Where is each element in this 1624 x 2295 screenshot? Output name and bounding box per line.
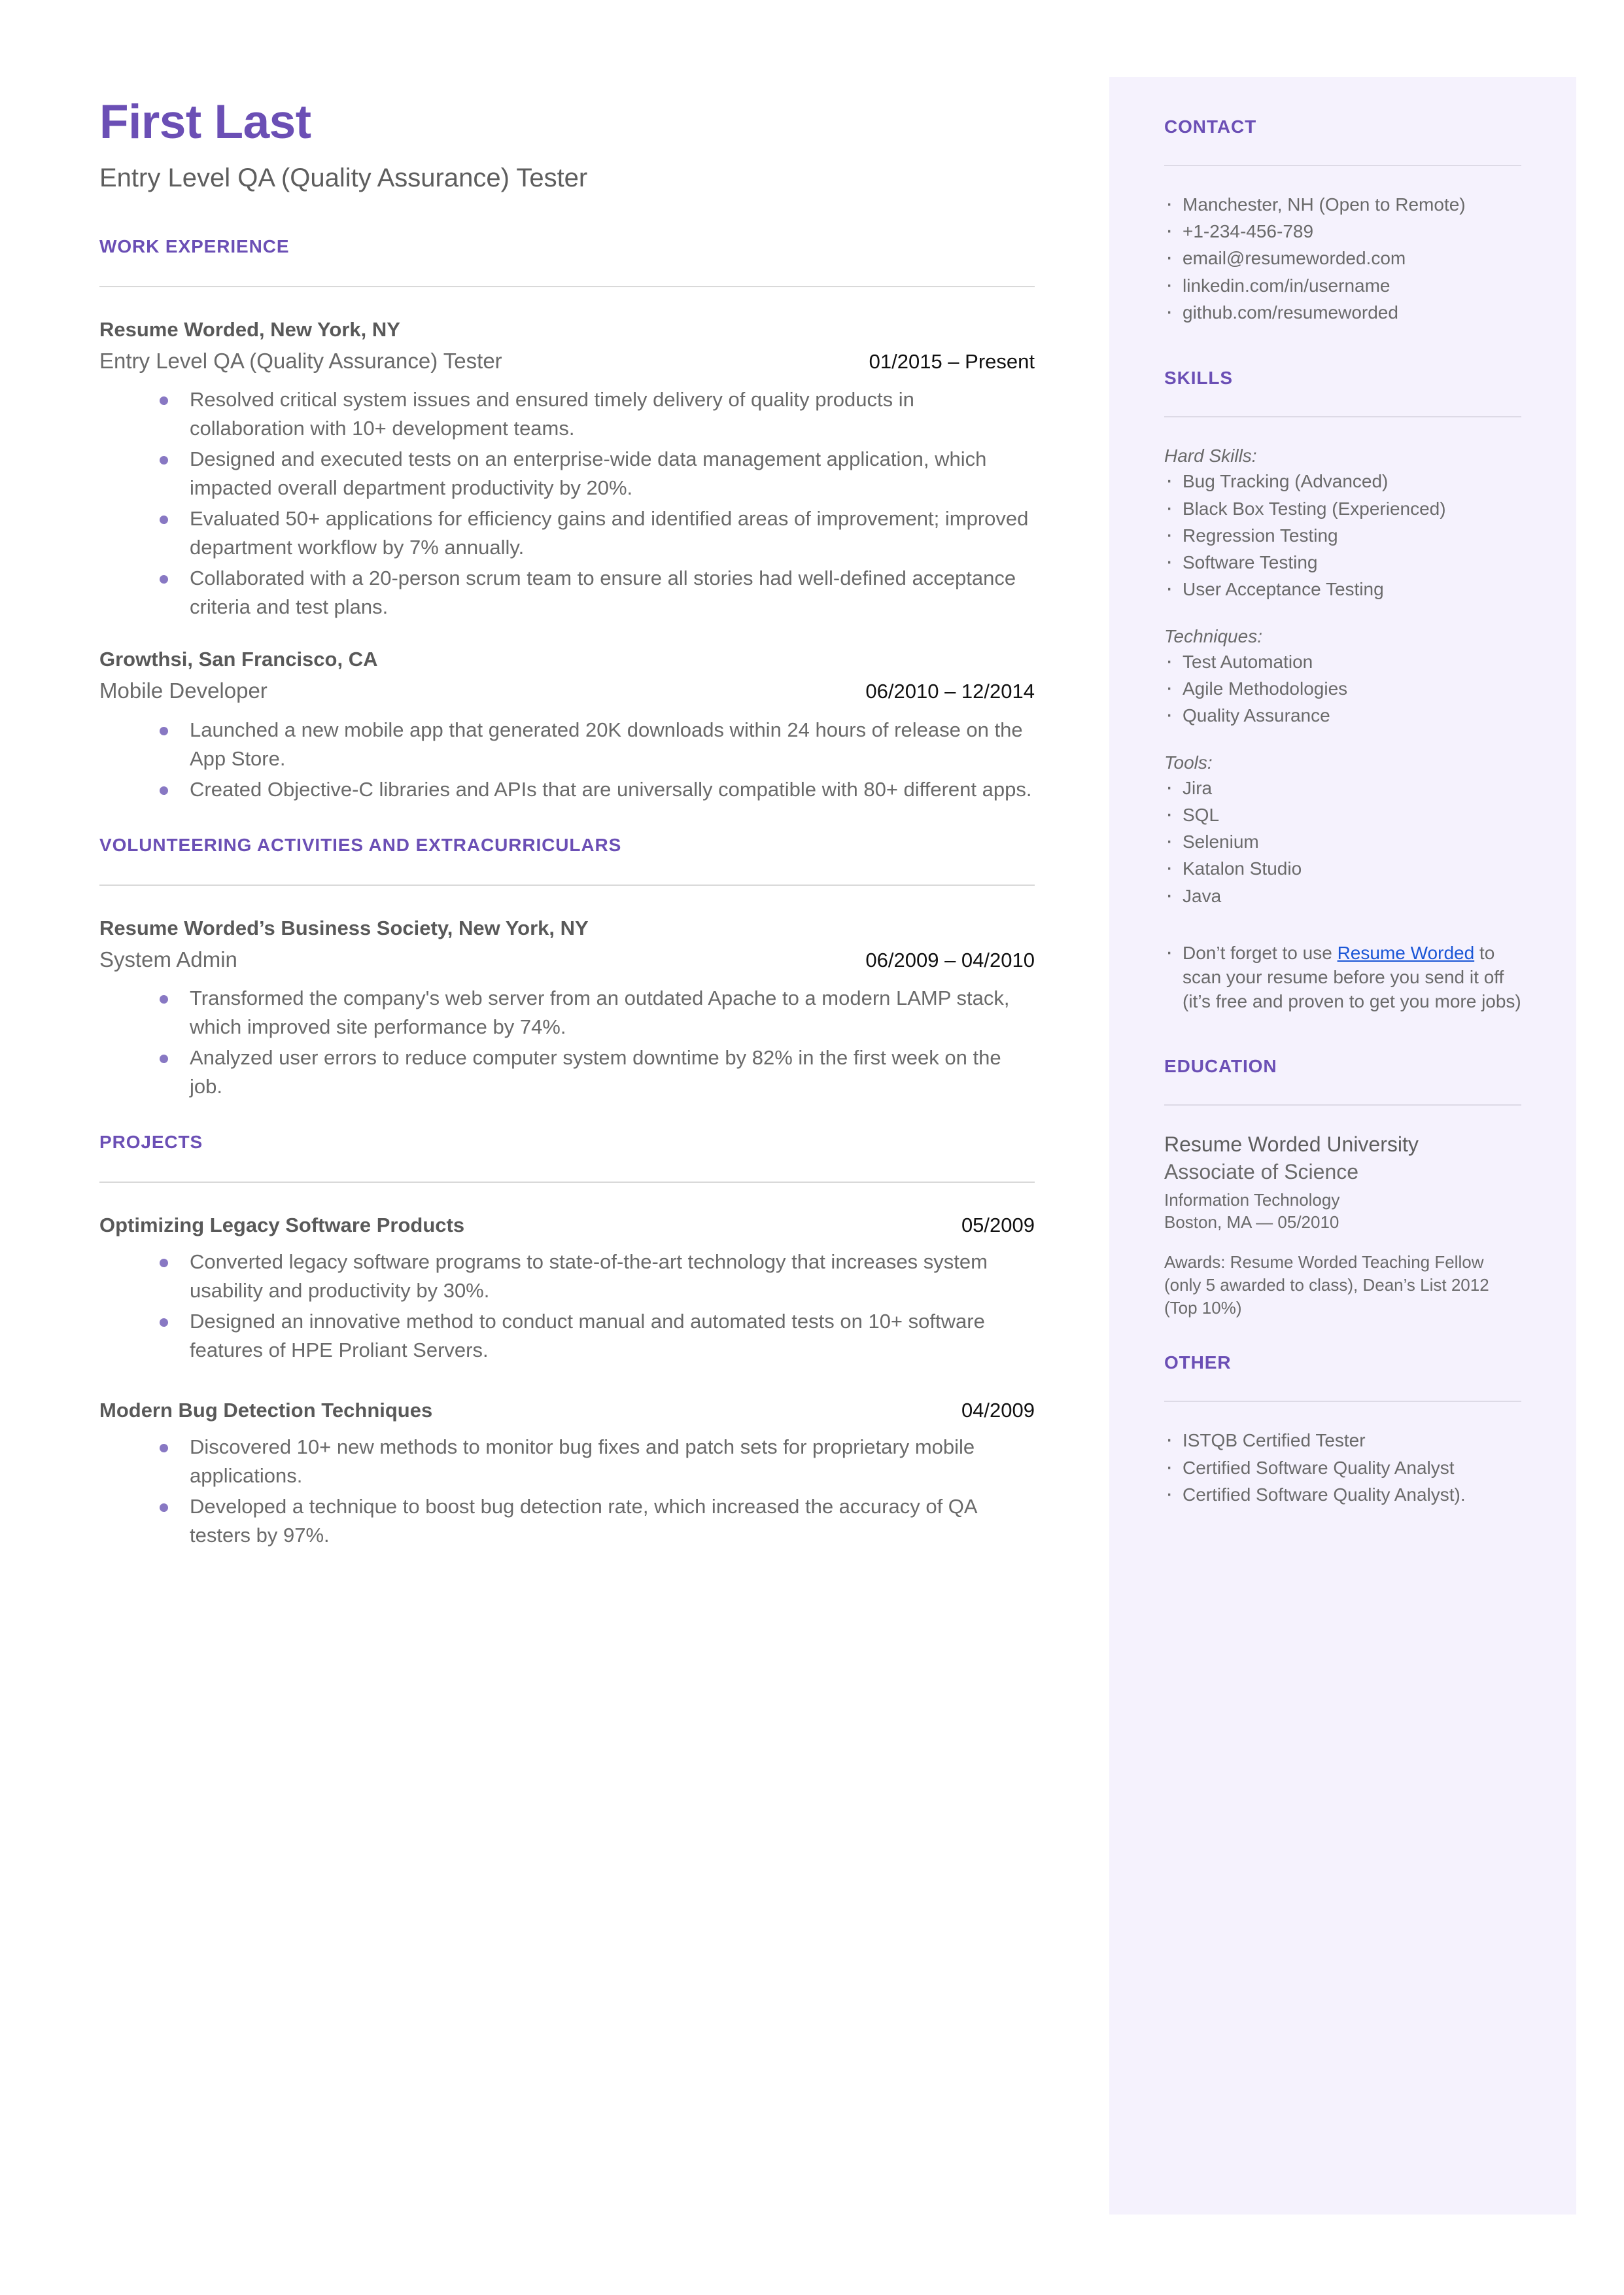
skills-hard-list (1164, 469, 1521, 601)
spacer (1164, 1017, 1521, 1056)
bullet-item: Collaborated with a 20-person scrum team to ensure all stories had well-defined acceptance criteria and test plans. (149, 564, 1035, 622)
skill-item: · User Acceptance Testing (1164, 577, 1521, 601)
entry-organization: Resume Worded’s Business Society, New York, NY (99, 916, 589, 939)
project-date: 05/2009 (961, 1214, 1035, 1237)
spacer (99, 623, 1035, 647)
other-list (1164, 1428, 1521, 1507)
bullet-item: Converted legacy software programs to state-of-the-art technology that increases system usability and productivity by 30%. (149, 1248, 1035, 1305)
bullet-item: Launched a new mobile app that generated 20K downloads within 24 hours of release on the App Store. (149, 716, 1035, 773)
contact-phone: · +1-234-456-789 (1164, 219, 1521, 243)
experience-entry (99, 317, 1035, 622)
sidebar-divider (1164, 1401, 1521, 1402)
certification-item: · ISTQB Certified Tester (1164, 1428, 1521, 1452)
spacer (1164, 604, 1521, 624)
contact-linkedin: · linkedin.com/in/username (1164, 273, 1521, 298)
experience-entry (99, 647, 1035, 803)
volunteering-entry (99, 916, 1035, 1101)
bullet-item: Designed an innovative method to conduct manual and automated tests on 10+ software features of HPE Proliant Servers. (149, 1307, 1035, 1365)
skill-item: · SQL (1164, 803, 1521, 827)
sidebar-heading-contact: CONTACT (1164, 116, 1257, 137)
promo-text-before: Don’t forget to use (1183, 942, 1338, 963)
promo-text-after: to scan your resume before you send it off (it’s free and proven to get you more jobs) (1183, 942, 1521, 1012)
entry-bullet-list (99, 1433, 1035, 1550)
promo-item (1164, 941, 1521, 1014)
spacer (99, 806, 1035, 835)
main-column (99, 98, 1035, 1552)
resume-worded-link[interactable]: Resume Worded (1337, 942, 1475, 963)
bullet-item: Designed and executed tests on an enterprise-wide data management application, which impacted overall department productivity by 20%. (149, 445, 1035, 502)
education-degree: Associate of Science (1164, 1160, 1359, 1184)
spacer (99, 1367, 1035, 1398)
education-field: Information Technology (1164, 1190, 1340, 1210)
bullet-item: Discovered 10+ new methods to monitor bug fixes and patch sets for proprietary mobile applications. (149, 1433, 1035, 1490)
project-title: Optimizing Legacy Software Products (99, 1214, 465, 1237)
sidebar-divider (1164, 1104, 1521, 1106)
skill-item: · Katalon Studio (1164, 856, 1521, 881)
project-date: 04/2009 (961, 1399, 1035, 1422)
entry-bullet-list (99, 984, 1035, 1101)
sidebar-heading-skills: SKILLS (1164, 368, 1233, 389)
education-location-date: Boston, MA — 05/2010 (1164, 1212, 1339, 1233)
skills-techniques-list (1164, 650, 1521, 728)
certification-item: · Certified Software Quality Analyst (1164, 1456, 1521, 1480)
entry-title-row (99, 947, 1035, 973)
entry-date-range: 01/2015 – Present (869, 349, 1035, 373)
entry-bullet-list (99, 716, 1035, 804)
sidebar (1109, 77, 1576, 2215)
project-entry (99, 1398, 1035, 1550)
education-school: Resume Worded University (1164, 1132, 1419, 1156)
skills-group-label: Techniques: (1164, 625, 1262, 646)
section-heading-work-experience: WORK EXPERIENCE (99, 236, 290, 256)
skills-tools-list (1164, 776, 1521, 908)
spacer (1164, 911, 1521, 941)
bullet-item: Developed a technique to boost bug detection rate, which increased the accuracy of QA testers by 97%. (149, 1492, 1035, 1550)
contact-list (1164, 192, 1521, 324)
sidebar-heading-education: EDUCATION (1164, 1055, 1277, 1076)
skill-item: · Selenium (1164, 830, 1521, 854)
entry-title-row (99, 678, 1035, 704)
skill-item: · Test Automation (1164, 650, 1521, 674)
skill-item: · Bug Tracking (Advanced) (1164, 469, 1521, 493)
entry-job-title: Mobile Developer (99, 678, 268, 703)
skill-item: · Java (1164, 884, 1521, 908)
project-entry (99, 1213, 1035, 1365)
project-title-row (99, 1398, 1035, 1424)
section-divider (99, 1182, 1035, 1183)
bullet-item: Evaluated 50+ applications for efficiency gains and identified areas of improvement; improved department workflow by 7% annually. (149, 504, 1035, 562)
entry-date-range: 06/2009 – 04/2010 (865, 948, 1035, 972)
bullet-item: Transformed the company's web server from an outdated Apache to a modern LAMP stack, which improved site performance by 74%. (149, 984, 1035, 1042)
project-title-row (99, 1213, 1035, 1238)
contact-location: · Manchester, NH (Open to Remote) (1164, 192, 1521, 217)
section-heading-volunteering: VOLUNTEERING ACTIVITIES AND EXTRACURRICULARS (99, 834, 622, 855)
candidate-name: First Last (99, 96, 311, 149)
entry-bullet-list (99, 1248, 1035, 1365)
skills-group-label: Hard Skills: (1164, 446, 1257, 466)
skill-item: · Software Testing (1164, 550, 1521, 574)
certification-item: · Certified Software Quality Analyst). (1164, 1482, 1521, 1507)
section-divider (99, 286, 1035, 287)
entry-organization: Resume Worded, New York, NY (99, 318, 400, 341)
entry-title-row (99, 348, 1035, 374)
entry-date-range: 06/2010 – 12/2014 (865, 680, 1035, 703)
skill-item: · Jira (1164, 776, 1521, 800)
education-awards: Awards: Resume Worded Teaching Fellow (only 5 awarded to class), Dean’s List 2012 (Top 10%) (1164, 1252, 1489, 1318)
bullet-item: Resolved critical system issues and ensured timely delivery of quality products in collaboration with 10+ development teams. (149, 385, 1035, 443)
spacer (1164, 1320, 1521, 1352)
bullet-item: Analyzed user errors to reduce computer system downtime by 82% in the first week on the job. (149, 1043, 1035, 1101)
spacer (1164, 327, 1521, 368)
sidebar-divider (1164, 416, 1521, 417)
candidate-headline: Entry Level QA (Quality Assurance) Tester (99, 164, 588, 192)
contact-email: · email@resumeworded.com (1164, 246, 1521, 270)
entry-organization: Growthsi, San Francisco, CA (99, 648, 378, 671)
contact-github: · github.com/resumeworded (1164, 300, 1521, 324)
entry-bullet-list (99, 385, 1035, 622)
spacer (1164, 731, 1521, 750)
entry-job-title: System Admin (99, 947, 237, 972)
sidebar-divider (1164, 165, 1521, 166)
sidebar-heading-other: OTHER (1164, 1352, 1232, 1373)
skill-item: · Agile Methodologies (1164, 676, 1521, 701)
bullet-item: Created Objective-C libraries and APIs that are universally compatible with 80+ different apps. (149, 775, 1035, 804)
skill-item: · Regression Testing (1164, 523, 1521, 548)
project-title: Modern Bug Detection Techniques (99, 1399, 433, 1422)
skill-item: · Quality Assurance (1164, 703, 1521, 727)
skills-group-label: Tools: (1164, 752, 1213, 773)
promo-list (1164, 941, 1521, 1014)
section-divider (99, 885, 1035, 886)
section-heading-projects: PROJECTS (99, 1132, 203, 1153)
skill-item: · Black Box Testing (Experienced) (1164, 497, 1521, 521)
entry-job-title: Entry Level QA (Quality Assurance) Tester (99, 348, 502, 373)
spacer (99, 1103, 1035, 1132)
